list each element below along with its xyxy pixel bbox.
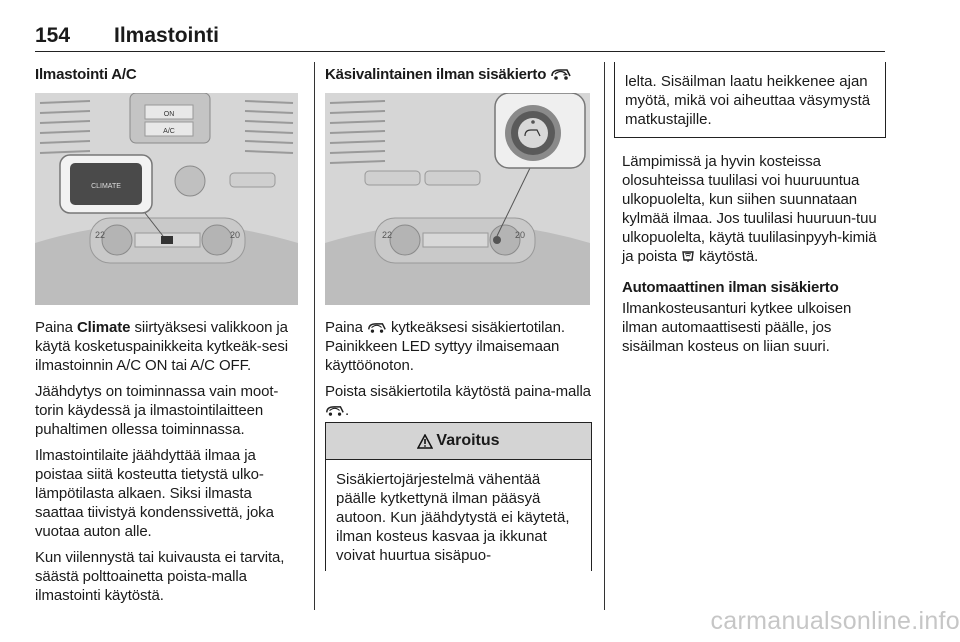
right-column-text bbox=[622, 152, 888, 363]
page-number: 154 bbox=[35, 24, 71, 47]
windscreen-wiper-icon bbox=[681, 249, 695, 263]
warning-box bbox=[325, 422, 592, 571]
paragraph: Paina kytkeäksesi sisäkiertotilan. Painikkeen LED syttyy ilmaisemaan käyttöönoton. bbox=[325, 319, 565, 374]
paragraph: Ilmastointilaite jäähdyttää ilmaa ja poistaa siitä kosteutta tietystä ulko-lämpötilasta alkaen. Siksi ilmasta saattaa tiivistyä kondenssivettä, joka vuotaa auton alle. bbox=[35, 447, 274, 540]
middle-column-text bbox=[325, 318, 595, 427]
climate-keyword: Climate bbox=[76, 319, 131, 336]
column-divider-left bbox=[314, 62, 315, 610]
paragraph: Poista sisäkiertotila käytöstä paina-malla . bbox=[325, 383, 591, 419]
warning-title: Varoitus bbox=[436, 432, 500, 449]
figure-temp-right: 20 bbox=[230, 230, 241, 240]
recirculation-icon bbox=[367, 322, 387, 334]
figure-label-ac: A/C bbox=[163, 128, 175, 135]
chapter-title: Ilmastointi bbox=[114, 24, 220, 47]
warning-body: Sisäkiertojärjestelmä vähentää päälle kytkettynä ilman pääsyä autoon. Kun jäähdytystä ei käytetä, ilman kosteus kasvaa ja ikkunat voivat huurtua sisäpuo- bbox=[336, 471, 570, 564]
paragraph: Lämpimissä ja hyvin kosteissa olosuhteissa tuulilasi voi huuruuntua ulkopuolelta, kun siihen suunnataan kylmää ilmaa. Jos tuulilasi huuruun-tuu ulkopuolelta, käytä tuulilasinpyyh-kimiä ja poista käytöstä. bbox=[622, 153, 877, 265]
paragraph: Kun viilennystä tai kuivausta ei tarvita, säästä polttoainetta poista-malla ilmastointi käytöstä. bbox=[35, 549, 285, 604]
watermark: carmanualsonline.info bbox=[710, 607, 960, 635]
section-heading-recirculation: Käsivalintainen ilman sisäkierto bbox=[325, 66, 572, 83]
paragraph: Paina Climate siirtyäksesi valikkoon ja käytä kosketuspainikkeita kytkeäk-sesi ilmastoinnin A/C ON tai A/C OFF. bbox=[35, 319, 288, 374]
figure-climate-panel bbox=[35, 93, 298, 305]
section-heading-ac: Ilmastointi A/C bbox=[35, 66, 137, 83]
figure-label-climate: CLIMATE bbox=[91, 183, 121, 190]
recirculation-icon bbox=[325, 405, 345, 417]
left-column-text bbox=[35, 318, 303, 612]
warning-header bbox=[326, 423, 591, 460]
paragraph: Jäähdytys on toiminnassa vain moot-torin käydessä ja ilmastointilaitteen puhaltimen ollessa toiminnassa. bbox=[35, 383, 279, 438]
figure-temp-left: 22 bbox=[382, 230, 393, 240]
figure-temp-right: 20 bbox=[515, 230, 526, 240]
recirculation-button-illustration bbox=[325, 93, 590, 305]
paragraph: Ilmankosteusanturi kytkee ulkoisen ilman automaattisesti päälle, jos sisäilman kosteus on liian suuri. bbox=[622, 300, 852, 355]
header-rule bbox=[35, 51, 885, 52]
warning-box-continued: lelta. Sisäilman laatu heikkenee ajan myötä, mikä voi aiheuttaa väsymystä matkustajille. bbox=[614, 62, 886, 138]
column-divider-right bbox=[604, 62, 605, 610]
section-heading-auto-recirculation: Automaattinen ilman sisäkierto bbox=[622, 279, 839, 296]
figure-recirculation-button bbox=[325, 93, 590, 305]
figure-temp-left: 22 bbox=[95, 230, 106, 240]
warning-triangle-icon bbox=[417, 434, 433, 449]
climate-panel-illustration bbox=[35, 93, 298, 305]
recirculation-icon bbox=[550, 68, 572, 81]
figure-label-on: ON bbox=[163, 111, 175, 118]
